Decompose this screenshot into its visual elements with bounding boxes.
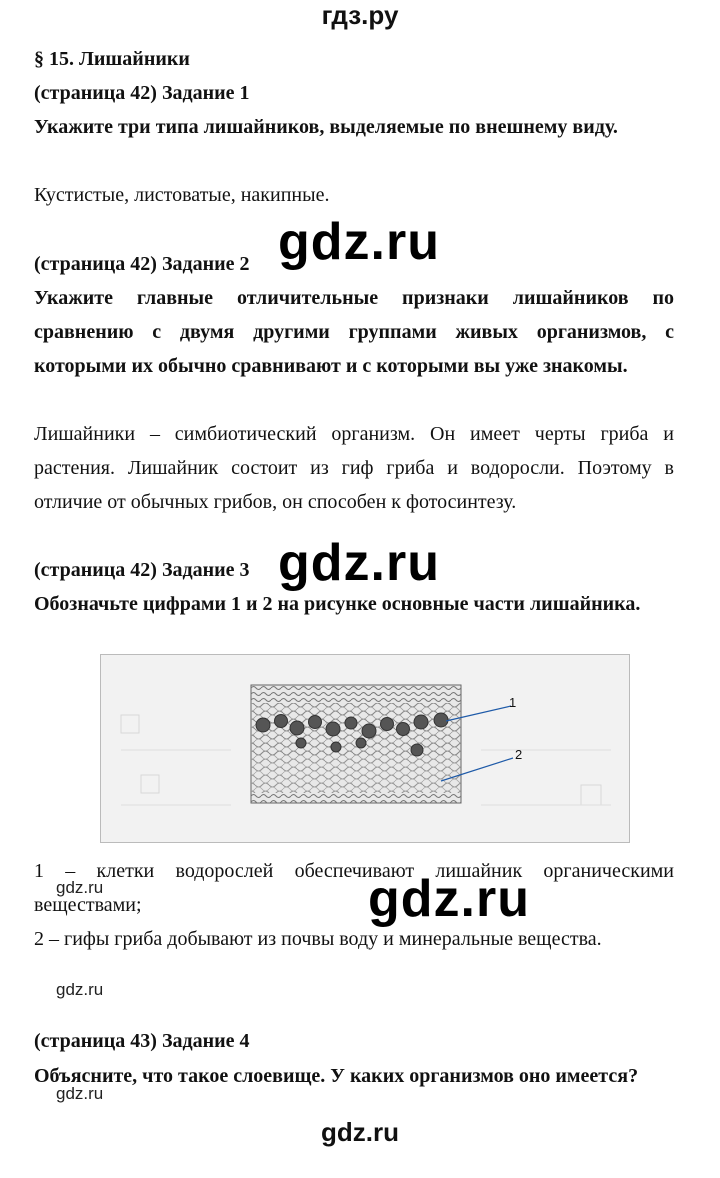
lichen-cross-section-image bbox=[101, 655, 629, 842]
site-logo-top: гдз.ру bbox=[321, 0, 399, 30]
watermark-small-3: gdz.ru bbox=[56, 1084, 104, 1103]
watermark-large-1: gdz.ru bbox=[278, 213, 440, 271]
lichen-figure bbox=[100, 654, 630, 843]
watermark-small-2: gdz.ru bbox=[56, 980, 104, 999]
task-2-answer: Лишайники – симбиотический организм. Он имеет черты гриба и растения. Лишайник состоит из гиф гриба и водоросли. Поэтому в отличие от обычных грибов, он способен к фотосинтезу. bbox=[34, 423, 674, 513]
task-2-question: Укажите главные отличительные признаки лишайников по сравнению с двумя другими группами живых организмов, с которыми их обычно сравнивают и с которыми вы уже знакомы. bbox=[34, 287, 674, 377]
task-3-answer-2: 2 – гифы гриба добывают из почвы воду и минеральные вещества. bbox=[34, 928, 602, 950]
task-2-header: (страница 42) Задание 2 bbox=[34, 253, 250, 275]
task-4-header: (страница 43) Задание 4 bbox=[34, 1030, 250, 1052]
task-4-question: Объясните, что такое слоевище. У каких организмов оно имеется? bbox=[34, 1065, 639, 1087]
figure-label-1: 1 bbox=[509, 695, 517, 710]
task-3-header: (страница 42) Задание 3 bbox=[34, 559, 250, 581]
figure-label-2: 2 bbox=[515, 747, 523, 762]
task-1-question: Укажите три типа лишайников, выделяемые по внешнему виду. bbox=[34, 116, 618, 138]
watermark-large-3: gdz.ru bbox=[368, 870, 530, 928]
site-logo-bottom: gdz.ru bbox=[321, 1117, 399, 1147]
watermark-large-2: gdz.ru bbox=[278, 534, 440, 592]
task-3-answer-1: 1 – клетки водорослей обеспечивают лишайник органическими веществами; bbox=[34, 860, 674, 916]
section-title: § 15. Лишайники bbox=[34, 48, 190, 70]
task-1-answer: Кустистые, листоватые, накипные. bbox=[34, 184, 330, 206]
watermark-small-1: gdz.ru bbox=[56, 878, 104, 897]
task-3-question: Обозначьте цифрами 1 и 2 на рисунке основные части лишайника. bbox=[34, 593, 641, 615]
task-1-header: (страница 42) Задание 1 bbox=[34, 82, 250, 104]
